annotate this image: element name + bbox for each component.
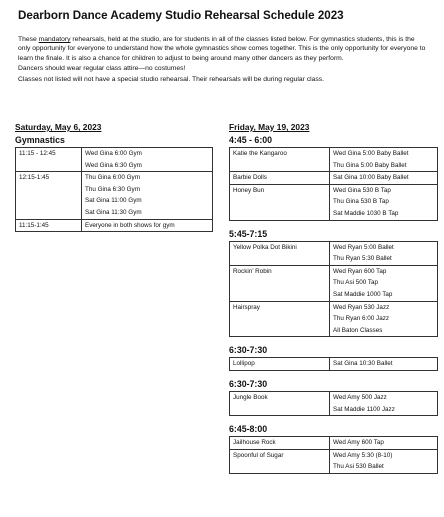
class-line: Thu Gina 6:00 Gym xyxy=(85,174,140,182)
dance-name: Lollipop xyxy=(233,360,255,368)
dance-name: Honey Bun xyxy=(233,186,265,194)
classes-cell xyxy=(82,219,213,232)
dance-name: Jungle Book xyxy=(233,393,268,401)
class-line: Wed Gina 5:00 Baby Ballet xyxy=(333,150,409,157)
table-row xyxy=(230,241,438,265)
classes-cell xyxy=(330,358,438,371)
table-row xyxy=(230,449,438,473)
dance-name: Jailhouse Rock xyxy=(233,439,276,447)
dance-name-cell xyxy=(230,449,330,473)
dance-name-cell xyxy=(230,241,330,265)
classes-cell xyxy=(330,184,438,220)
class-line: Thu Gina 5:00 Baby Ballet xyxy=(333,161,407,169)
class-line: Wed Gina 530 B Tap xyxy=(333,186,391,194)
intro-paragraph xyxy=(18,35,428,63)
class-line: Thu Gina 6:30 Gym xyxy=(85,185,140,193)
time-block-heading: 6:45-8:00 xyxy=(229,424,268,435)
dance-name-cell xyxy=(230,301,330,337)
table-row xyxy=(16,172,213,219)
table-row xyxy=(230,358,438,371)
unlisted-classes-note: Classes not listed will not have a special studio rehearsal. Their rehearsals will be during regular class. xyxy=(18,75,325,83)
dance-name: Rockin’ Robin xyxy=(233,267,272,275)
dance-name: Barbie Dolls xyxy=(233,174,267,182)
intro-text-rest: rehearsals, held at the studio, are for students in all of the classes listed below. For gymnastics students, this is the only opportunity for everyone to understand how the whole gymnastics show comes together. This is the only opportunity for everyone to learn the finale. It is also a chance for children to adjust to being around many other dancers as they perform. xyxy=(18,36,426,62)
class-line: Sat Gina 10:30 Ballet xyxy=(333,360,393,368)
class-line: Wed Amy 5:30 (8-10) xyxy=(333,451,393,459)
rehearsal-table xyxy=(229,436,438,474)
dance-name-cell xyxy=(230,148,330,172)
table-row xyxy=(230,265,438,301)
time-cell xyxy=(16,148,82,172)
dance-name: Spoonful of Sugar xyxy=(233,451,284,459)
table-row xyxy=(230,437,438,450)
rehearsal-table xyxy=(229,241,438,338)
time-block-heading: 6:30-7:30 xyxy=(229,378,268,389)
saturday-date-heading: Saturday, May 6, 2023 xyxy=(15,122,102,132)
gymnastics-table xyxy=(15,147,213,232)
friday-schedule xyxy=(229,121,438,474)
time-text: 12:15-1:45 xyxy=(19,174,50,182)
classes-cell xyxy=(330,172,438,185)
classes-cell xyxy=(330,241,438,265)
class-line: Wed Ryan 530 Jazz xyxy=(333,303,390,311)
time-cell xyxy=(16,172,82,219)
dance-name: Hairspray xyxy=(233,303,260,311)
time-text: 11:15 - 12:45 xyxy=(19,150,56,157)
intro-text-start: These xyxy=(18,36,39,43)
mandatory-emphasis: mandatory xyxy=(38,36,71,43)
dance-name-cell xyxy=(230,437,330,450)
rehearsal-table xyxy=(229,391,438,416)
class-line: Sat Gina 11:30 Gym xyxy=(85,208,142,216)
classes-cell xyxy=(330,449,438,473)
dance-name-cell xyxy=(230,391,330,415)
time-cell xyxy=(16,219,82,232)
intro-text xyxy=(18,35,428,84)
dance-name-cell xyxy=(230,184,330,220)
table-row xyxy=(230,301,438,337)
saturday-schedule xyxy=(15,121,213,232)
class-line: Sat Gina 10:00 Baby Ballet xyxy=(333,174,409,182)
dance-name: Yellow Polka Dot Bikini xyxy=(233,243,297,251)
class-line: Thu Asi 500 Tap xyxy=(333,279,379,287)
rehearsal-table xyxy=(229,147,438,221)
dance-name-cell xyxy=(230,172,330,185)
class-line: Wed Gina 6:00 Gym xyxy=(85,150,142,157)
table-row xyxy=(230,148,438,172)
table-row xyxy=(230,391,438,415)
class-line: Thu Asi 530 Ballet xyxy=(333,463,384,471)
page-title: Dearborn Dance Academy Studio Rehearsal Schedule 2023 xyxy=(18,9,344,22)
class-line: Sat Maddie 1030 B Tap xyxy=(333,209,399,217)
friday-blocks xyxy=(229,133,438,474)
class-line: All Baton Classes xyxy=(333,326,383,334)
class-line: Sat Gina 11:00 Gym xyxy=(85,197,142,205)
classes-cell xyxy=(330,148,438,172)
class-line: Wed Amy 500 Jazz xyxy=(333,393,387,401)
table-row xyxy=(230,184,438,220)
dance-name-cell xyxy=(230,358,330,371)
classes-cell xyxy=(330,265,438,301)
class-line: Sat Maddie 1100 Jazz xyxy=(333,405,395,413)
friday-date-heading: Friday, May 19, 2023 xyxy=(229,122,310,132)
class-line: Thu Ryan 5:30 Ballet xyxy=(333,255,392,263)
time-text: 11:15-1:45 xyxy=(19,221,49,229)
class-line: Thu Gina 530 B Tap xyxy=(333,198,389,206)
attire-note: Dancers should wear regular class attire—no costumes! xyxy=(18,65,186,73)
class-line: Wed Ryan 600 Tap xyxy=(333,267,387,275)
classes-cell xyxy=(330,391,438,415)
class-line: Sat Maddie 1000 Tap xyxy=(333,290,393,298)
table-row xyxy=(16,219,213,232)
class-line: Wed Gina 6:30 Gym xyxy=(85,161,142,169)
rehearsal-table xyxy=(229,357,438,371)
table-row xyxy=(16,148,213,172)
dance-name: Katie the Kangaroo xyxy=(233,150,287,157)
time-block-heading: 6:30-7:30 xyxy=(229,345,268,356)
dance-name-cell xyxy=(230,265,330,301)
class-line: Wed Ryan 5:00 Ballet xyxy=(333,243,394,251)
time-block-heading: 5:45-7:15 xyxy=(229,228,268,239)
table-row xyxy=(230,172,438,185)
classes-cell xyxy=(82,148,213,172)
classes-cell xyxy=(330,301,438,337)
class-line: Everyone in both shows for gym xyxy=(85,221,175,229)
class-line: Wed Amy 600 Tap xyxy=(333,439,384,447)
class-line: Thu Ryan 6:00 Jazz xyxy=(333,315,390,323)
classes-cell xyxy=(330,437,438,450)
time-block-heading: 4:45 - 6:00 xyxy=(229,135,273,145)
gymnastics-heading: Gymnastics xyxy=(15,135,65,145)
classes-cell xyxy=(82,172,213,219)
